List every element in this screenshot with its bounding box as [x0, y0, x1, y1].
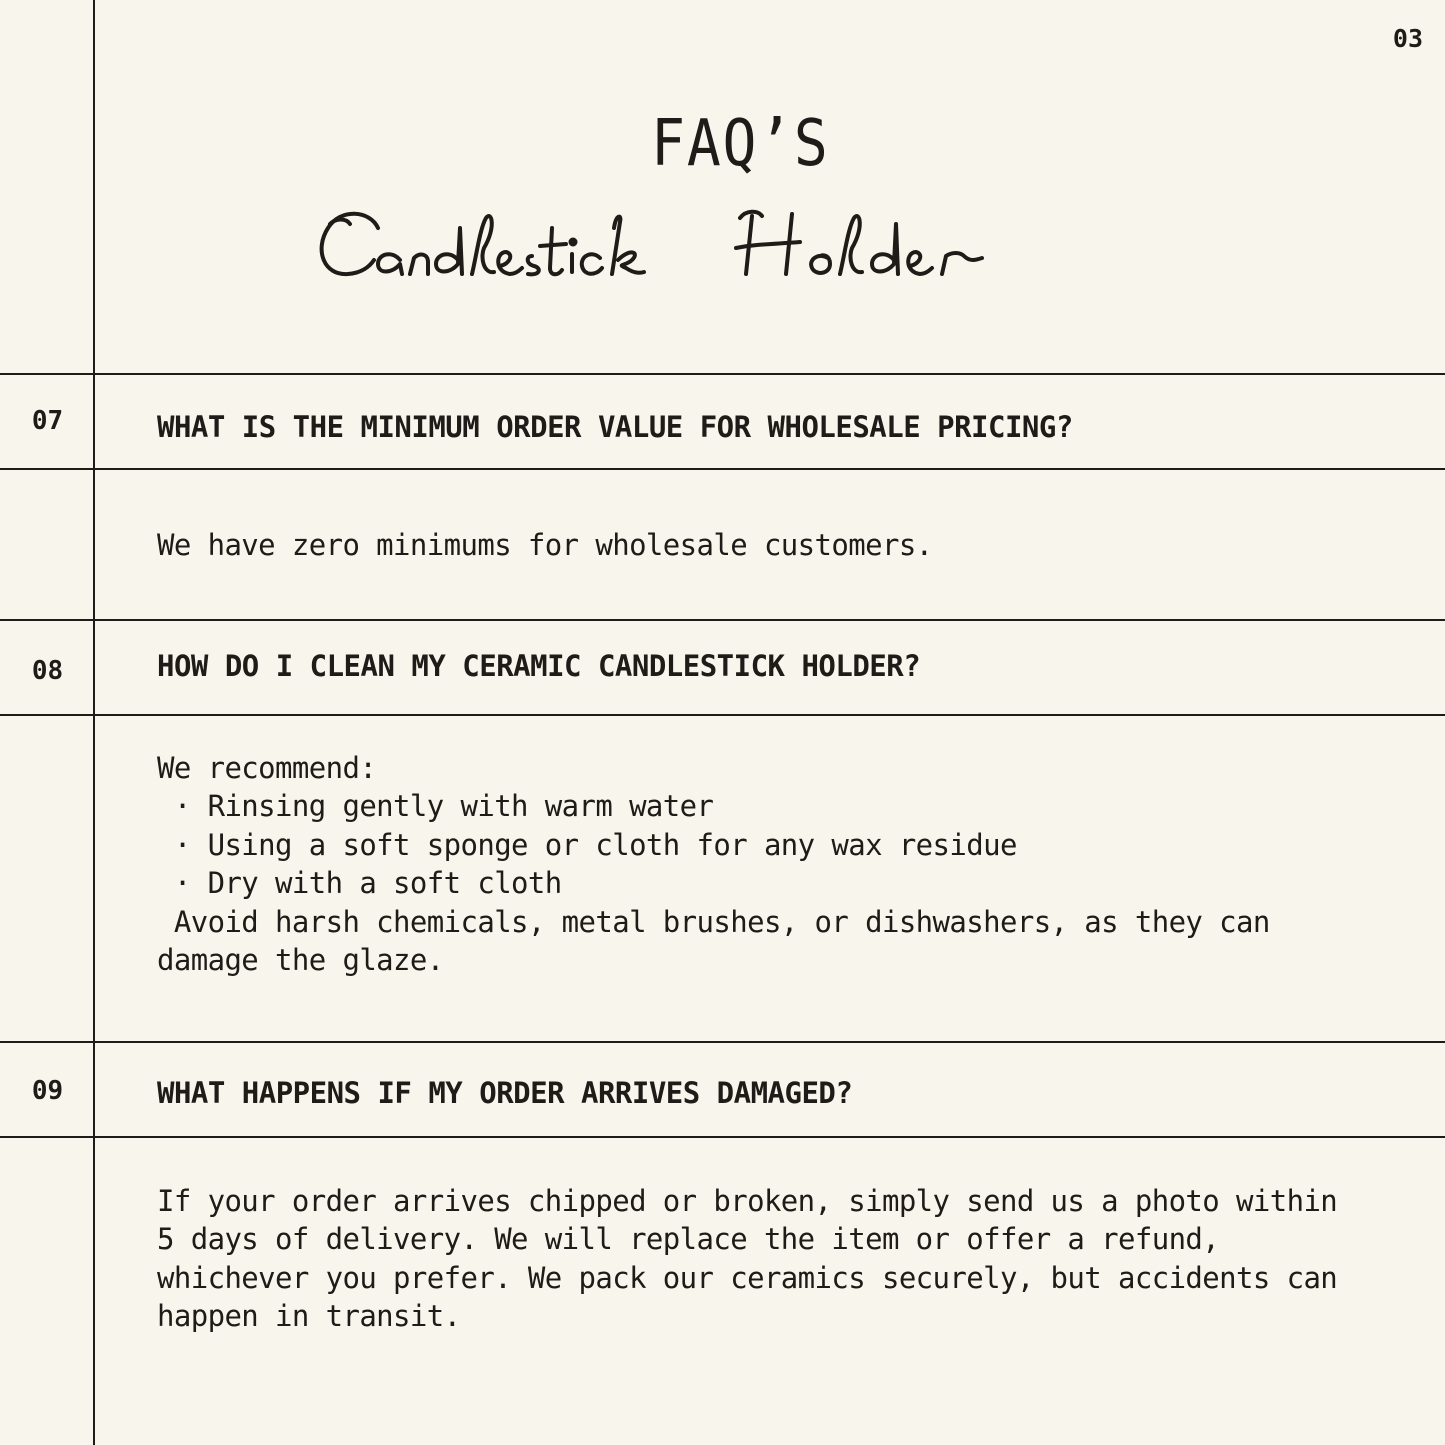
faq-question: WHAT HAPPENS IF MY ORDER ARRIVES DAMAGED?: [157, 1076, 853, 1110]
divider-line: [0, 373, 1445, 375]
title-text: FAQ’S: [650, 107, 830, 181]
faq-number: 09: [31, 1076, 64, 1106]
left-column-divider: [93, 0, 95, 1445]
faq-answer: We have zero minimums for wholesale customers.: [157, 528, 933, 562]
faq-number: 07: [31, 406, 64, 436]
faq-question: HOW DO I CLEAN MY CERAMIC CANDLESTICK HOLDER?: [157, 649, 921, 683]
page-title: [95, 107, 1385, 181]
faq-answer: We recommend: · Rinsing gently with warm water · Using a soft sponge or cloth for any wax residue · Dry with a soft cloth Avoid harsh chemicals, metal brushes, or dishwashers, as they can damage the glaze.: [157, 751, 1270, 978]
divider-line: [0, 714, 1445, 716]
faq-question: WHAT IS THE MINIMUM ORDER VALUE FOR WHOLESALE PRICING?: [157, 410, 1073, 444]
divider-line: [0, 1136, 1445, 1138]
faq-answer: If your order arrives chipped or broken, simply send us a photo within 5 days of delivery. We will replace the item or offer a refund, whichever you prefer. We pack our ceramics securely, but accidents can happen in transit.: [157, 1184, 1338, 1334]
faq-number: 08: [31, 656, 64, 686]
page-number: 03: [1392, 24, 1423, 53]
divider-line: [0, 619, 1445, 621]
divider-line: [0, 468, 1445, 470]
script-subtitle-lettering: [300, 188, 1160, 298]
divider-line: [0, 1041, 1445, 1043]
